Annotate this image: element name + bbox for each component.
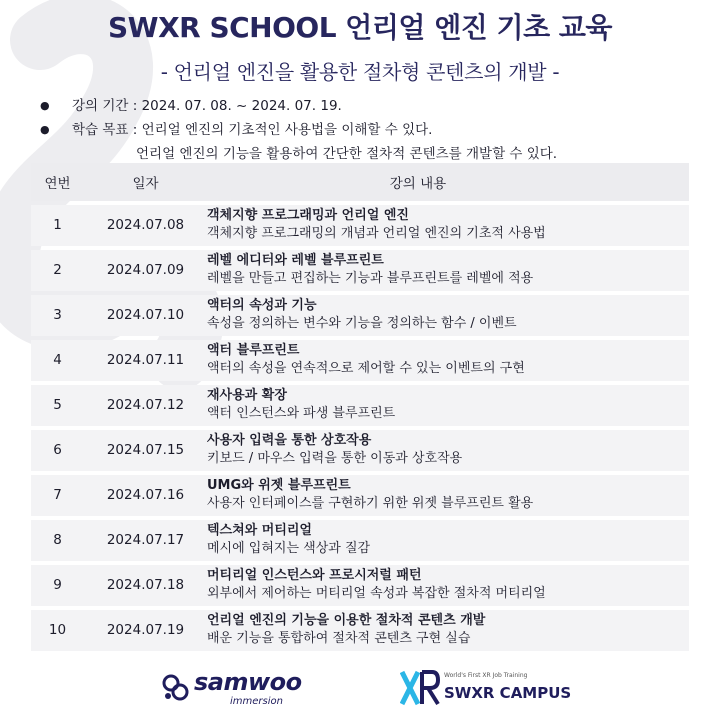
- footer-logos: [0, 662, 720, 712]
- table-header: [31, 163, 689, 201]
- table-row: [31, 610, 689, 652]
- row-desc: 외부에서 제어하는 머티리얼 속성과 복잡한 절차적 머티리얼: [207, 586, 546, 602]
- row-date: 2024.07.18: [106, 577, 185, 594]
- table-row: [31, 430, 689, 472]
- row-desc: 사용자 인터페이스를 구현하기 위한 위젯 블루프린트 활용: [207, 496, 534, 512]
- samwoo-subtext: immersion: [230, 696, 283, 707]
- row-date: 2024.07.10: [106, 307, 185, 324]
- row-no: 9: [53, 577, 62, 594]
- row-content: [207, 342, 689, 378]
- row-content: [207, 612, 689, 648]
- header-date: 일자: [132, 176, 159, 192]
- samwoo-wordmark: samwoo: [194, 668, 302, 696]
- bullet-icon: ●: [40, 123, 50, 136]
- table-row: [31, 295, 689, 337]
- row-no: 1: [53, 217, 62, 234]
- row-content: [207, 207, 689, 243]
- swxr-wordmark: SWXR CAMPUS: [444, 684, 572, 702]
- row-title: 사용자 입력을 통한 상호작용: [207, 433, 372, 449]
- header-no: 연번: [44, 176, 71, 192]
- row-desc: 액터의 속성을 연속적으로 제어할 수 있는 이벤트의 구현: [207, 361, 525, 377]
- row-no: 8: [53, 532, 62, 549]
- row-title: 액터 블루프린트: [207, 343, 300, 359]
- row-desc: 메시에 입혀지는 색상과 질감: [207, 541, 371, 557]
- row-date: 2024.07.11: [106, 352, 185, 369]
- table-row: [31, 340, 689, 382]
- table-row: [31, 565, 689, 607]
- row-content: [207, 387, 689, 423]
- row-date: 2024.07.15: [106, 442, 185, 459]
- course-period: [36, 94, 696, 118]
- row-date: 2024.07.09: [106, 262, 185, 279]
- table-row: [31, 385, 689, 427]
- row-date: 2024.07.16: [106, 487, 185, 504]
- samwoo-swirl-icon: [160, 672, 192, 704]
- row-desc: 키보드 / 마우스 입력을 통한 이동과 상호작용: [207, 451, 463, 467]
- swxr-campus-logo: [400, 668, 570, 710]
- schedule-table: [31, 163, 689, 651]
- row-desc: 배운 기능을 통합하여 절차적 콘텐츠 구현 실습: [207, 631, 471, 647]
- table-row: [31, 475, 689, 517]
- row-title: 액터의 속성과 기능: [207, 298, 317, 314]
- row-date: 2024.07.19: [106, 622, 185, 639]
- learning-goal-continued: 언리얼 엔진의 기능을 활용하여 간단한 절차적 콘텐츠를 개발할 수 있다.: [136, 146, 558, 162]
- row-title: 객체지향 프로그래밍과 언리얼 엔진: [207, 208, 409, 224]
- row-title: UMG와 위젯 블루프린트: [207, 478, 351, 494]
- learning-goal: [36, 118, 696, 142]
- row-title: 재사용과 확장: [207, 388, 287, 404]
- samwoo-logo: [160, 668, 310, 710]
- row-content: [207, 297, 689, 333]
- row-content: [207, 432, 689, 468]
- row-date: 2024.07.08: [106, 217, 185, 234]
- row-content: [207, 567, 689, 603]
- swxr-tagline: World's First XR Job Training: [444, 672, 528, 679]
- row-no: 5: [53, 397, 62, 414]
- row-desc: 속성을 정의하는 변수와 기능을 정의하는 함수 / 이벤트: [207, 316, 517, 332]
- row-content: [207, 477, 689, 513]
- row-no: 3: [53, 307, 62, 324]
- row-desc: 객체지향 프로그래밍의 개념과 언리얼 엔진의 기초적 사용법: [207, 226, 546, 242]
- row-content: [207, 252, 689, 288]
- row-title: 언리얼 엔진의 기능을 이용한 절차적 콘텐츠 개발: [207, 613, 486, 629]
- row-title: 머티리얼 인스턴스와 프로시저럴 패턴: [207, 568, 422, 584]
- row-title: 레벨 에디터와 레벨 블루프린트: [207, 253, 384, 269]
- row-title: 텍스쳐와 머티리얼: [207, 523, 312, 539]
- table-row: [31, 250, 689, 292]
- table-row: [31, 520, 689, 562]
- learning-goal-text: 학습 목표 : 언리얼 엔진의 기초적인 사용법을 이해할 수 있다.: [72, 122, 433, 138]
- xr-mark-icon: [400, 670, 440, 706]
- course-info: [36, 94, 696, 166]
- row-date: 2024.07.12: [106, 397, 185, 414]
- row-no: 7: [53, 487, 62, 504]
- header-content: 강의 내용: [389, 176, 447, 192]
- row-no: 4: [53, 352, 62, 369]
- row-desc: 액터 인스턴스와 파생 블루프린트: [207, 406, 396, 422]
- page-title: SWXR SCHOOL 언리얼 엔진 기초 교육: [108, 11, 612, 44]
- row-content: [207, 522, 689, 558]
- bullet-icon: ●: [40, 99, 50, 112]
- row-no: 6: [53, 442, 62, 459]
- course-period-text: 강의 기간 : 2024. 07. 08. ~ 2024. 07. 19.: [72, 98, 342, 114]
- row-date: 2024.07.17: [106, 532, 185, 549]
- row-no: 2: [53, 262, 62, 279]
- row-desc: 레벨을 만들고 편집하는 기능과 블루프린트를 레벨에 적용: [207, 271, 534, 287]
- table-row: [31, 205, 689, 247]
- row-no: 10: [48, 622, 67, 639]
- page-subtitle: - 언리얼 엔진을 활용한 절차형 콘텐츠의 개발 -: [160, 60, 560, 84]
